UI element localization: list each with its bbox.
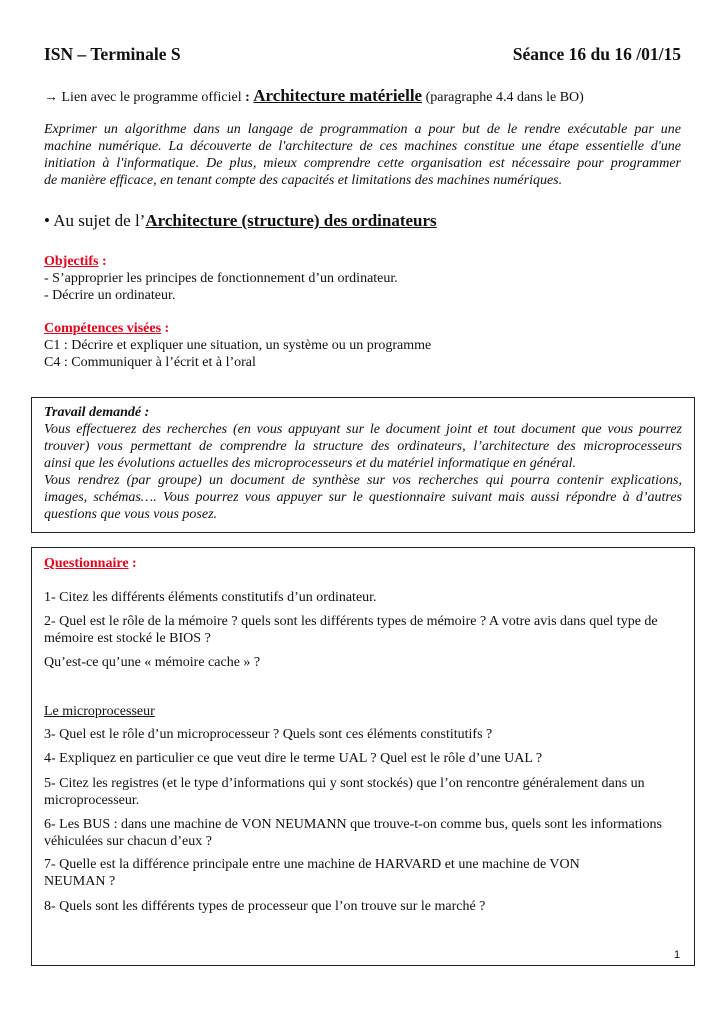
questionnaire-colon: : [128, 556, 137, 571]
question-6: 6- Les BUS : dans une machine de VON NEUMANN que trouve-t-on comme bus, quels sont les informations véhiculées sur chacun d’eux ? [44, 817, 662, 849]
intro-line: de manière efficace, en tenant compte des capacités et limitations des machines numériques. [44, 173, 563, 188]
objectif-item: - S’approprier les principes de fonctionnement d’un ordinateur. [44, 271, 398, 286]
travail-line: images, schémas…. Vous pourrez vous appuyer sur le questionnaire suivant mais aussi répondre à d’autres [44, 490, 682, 505]
travail-line: ainsi que les évolutions actuelles des microprocesseurs et du matériel informatique en général. [44, 456, 577, 471]
link-prefix: Lien avec le programme officiel [61, 90, 242, 105]
competence-item: C4 : Communiquer à l’écrit et à l’oral [44, 355, 256, 370]
travail-line: questions que vous vous posez. [44, 507, 218, 522]
competences [44, 320, 431, 371]
travail-line: trouver) vous permettant de comprendre la structure des ordinateurs, l’architecture des microprocesseurs [44, 439, 682, 454]
link-suffix: (paragraphe 4.4 dans le BO) [422, 90, 584, 105]
travail-line: Vous effectuerez des recherches (en vous appuyant sur le document joint et tout document que vous pourrez [44, 422, 682, 437]
competences-colon: : [161, 321, 170, 336]
question-2: 2- Quel est le rôle de la mémoire ? quels sont les différents types de mémoire ? A votre avis dans quel type de mémoire est stocké le BIOS ? [44, 614, 658, 646]
section-prefix: Au sujet de l’ [49, 211, 146, 230]
objectifs-colon: : [98, 254, 107, 269]
link-topic: Architecture matérielle [253, 86, 423, 105]
competence-item: C1 : Décrire et expliquer une situation, un système ou un programme [44, 338, 432, 353]
intro-line: initiation à l'informatique. De plus, mieux comprendre cette organisation est nécessaire pour programmer [44, 156, 681, 171]
objectifs [44, 253, 398, 304]
arrow-icon: → [44, 90, 58, 105]
question-3: 3- Quel est le rôle d’un microprocesseur ? Quels sont ces éléments constitutifs ? [44, 727, 493, 742]
section-title: Architecture (structure) des ordinateurs [145, 211, 437, 230]
intro-line: machine numérique. La découverte de l'architecture de ces machines constitue une étape essentielle d'une [44, 139, 681, 154]
intro-paragraph [44, 121, 681, 189]
question-2b: Qu’est-ce qu’une « mémoire cache » ? [44, 655, 261, 670]
link-colon: : [241, 90, 254, 105]
microprocessor-subheading: Le microprocesseur [44, 704, 155, 719]
question-7: 7- Quelle est la différence principale entre une machine de HARVARD et une machine de VON NEUMAN ? [44, 857, 580, 889]
questionnaire-box [31, 547, 695, 966]
header-left: ISN – Terminale S [44, 44, 181, 64]
question-4: 4- Expliquez en particulier ce que veut dire le terme UAL ? Quel est le rôle d’une UAL ? [44, 751, 543, 766]
travail-box [31, 397, 695, 533]
page-number: 1 [674, 949, 681, 961]
competences-title: Compétences visées [44, 321, 162, 336]
travail-line: Vous rendrez (par groupe) un document de synthèse sur vos recherches qui pourra contenir explications, [44, 473, 682, 488]
objectif-item: - Décrire un ordinateur. [44, 288, 176, 303]
section-heading [44, 211, 437, 231]
questionnaire-title: Questionnaire [44, 556, 129, 571]
header-right: Séance 16 du 16 /01/15 [512, 44, 681, 64]
bullet-icon: • [44, 211, 50, 230]
question-1: 1- Citez les différents éléments constitutifs d’un ordinateur. [44, 590, 377, 605]
question-8: 8- Quels sont les différents types de processeur que l’on trouve sur le marché ? [44, 899, 486, 914]
objectifs-title: Objectifs [44, 254, 99, 269]
travail-title: Travail demandé : [44, 405, 150, 420]
intro-line: Exprimer un algorithme dans un langage de programmation a pour but de le rendre exécutable par une [44, 122, 681, 137]
program-link [44, 87, 584, 106]
question-5: 5- Citez les registres (et le type d’informations qui y sont stockés) que l’on rencontre généralement dans un microprocesseur. [44, 776, 645, 808]
